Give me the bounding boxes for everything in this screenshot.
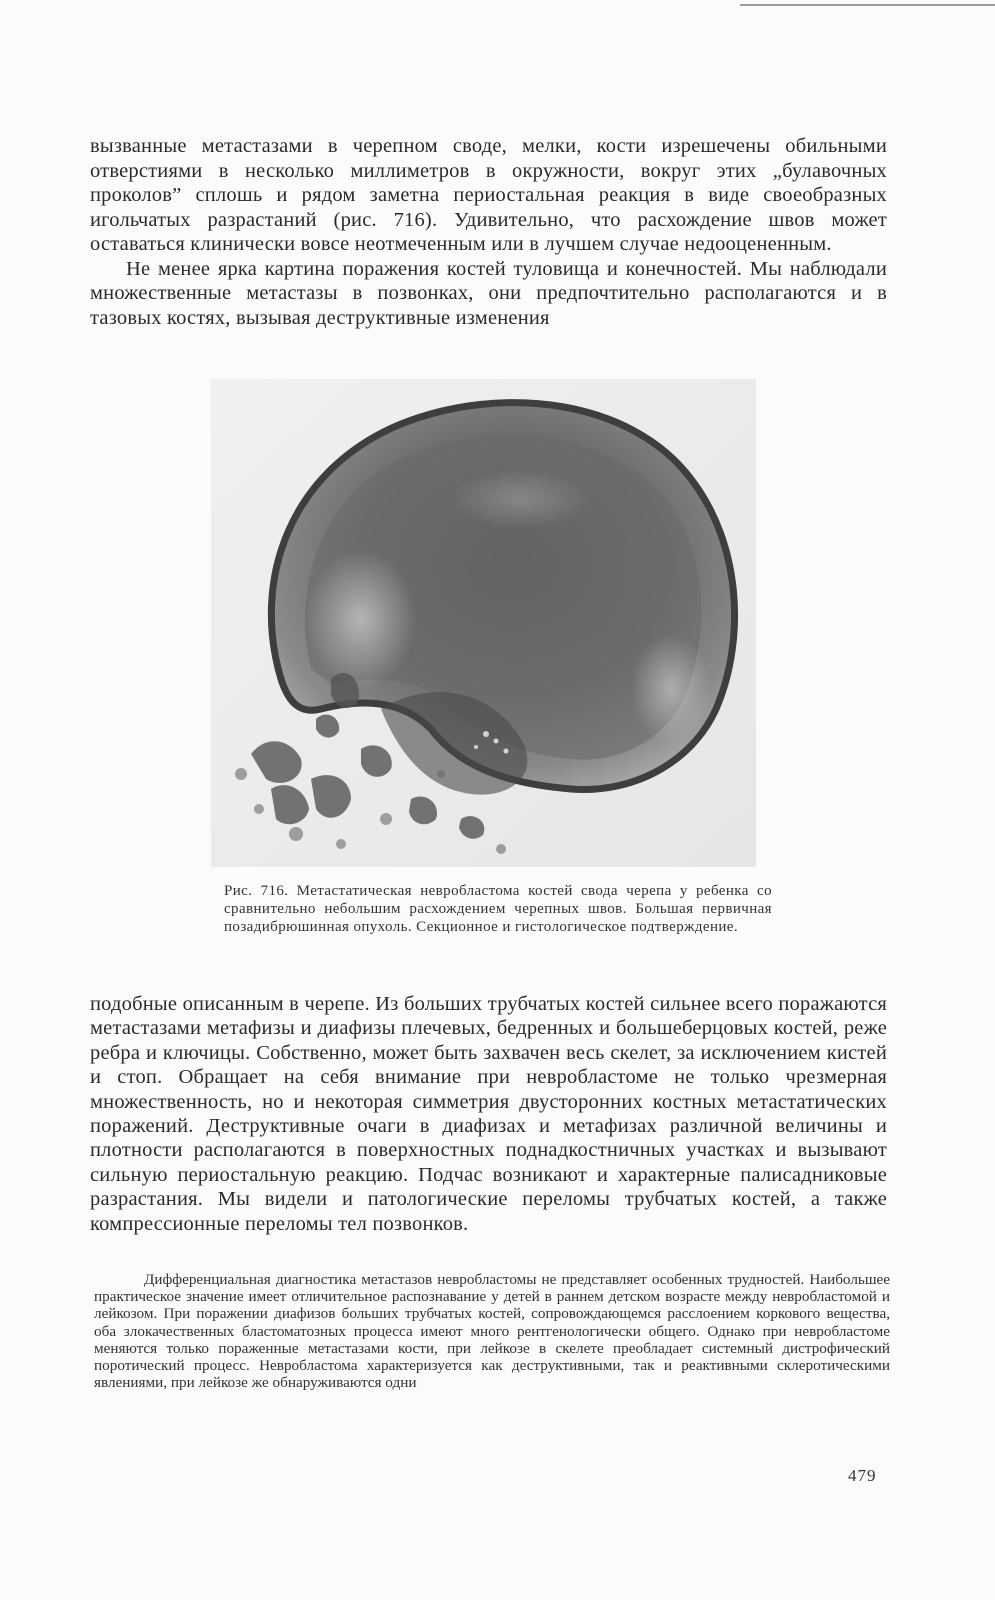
paragraph-bottom: подобные описанным в черепе. Из больших трубчатых костей сильнее всего поражаются метастазами метафизы и диафизы плечевых, бедренных и большеберцовых костей, реже ребра и ключицы. Собственно, может быть захвачен весь скелет, за исключением кистей и стоп. Обращает на себя внимание при невробластоме не только чрезмерная множественность, но и некоторая симметрия двусторонних костных метастатических поражений. Деструктивные очаги в диафизах и метафизах различной величины и плотности располагаются в поверхностных поднадкостничных участках и вызывают сильную периостальную реакцию. Подчас возникают и характерные палисадниковые разрастания. Мы видели и патологические переломы трубчатых костей, а также компрессионные переломы тел позвонков. [90, 993, 887, 1235]
body-text-top [90, 134, 887, 330]
figure-caption: Рис. 716. Метастатическая невробластома костей свода черепа у ребенка со сравнительно небольшим расхождением черепных швов. Большая первичная позадибрюшинная опухоль. Секционное и гистологическое подтверждение. [224, 883, 772, 935]
small-print-section [94, 1271, 890, 1391]
paragraph-top: вызванные метастазами в черепном своде, мелки, кости изрешечены обильными отверстиями в несколько миллиметров в окружности, вокруг этих „булавочных проколов” сплошь и рядом заметна периостальная реакция в виде своеобразных игольчатых разрастаний (рис. 716). Удивительно, что расхождение швов может оставаться клинически вовсе неотмеченным или в лучшем случае недооцененным. [90, 135, 887, 255]
small-paragraph: Дифференциальная диагностика метастазов невробластомы не представляет особенных трудностей. Наибольшее практическое значение имеет отличительное распознавание у детей в раннем детском возрасте между невробластомой и лейкозом. При поражении диафизов больших трубчатых костей, сопровождающемся расслоением коркового вещества, оба злокачественных бластоматозных процесса имеют много рентгенологически общего. Однако при невробластоме меняются только пораженные метастазами кости, при лейкозе в скелете преобладает системный дистрофический поротический процесс. Невробластома характеризуется как деструктивными, так и реактивными склеротическими явлениями, при лейкозе же обнаруживаются одни [94, 1271, 890, 1392]
paragraph-second: Не менее ярка картина поражения костей туловища и конечностей. Мы наблюдали множественные метастазы в позвонках, они предпочтительно располагаются и в тазовых костях, вызывая деструктивные изменения [90, 257, 887, 329]
skull-xray-figure [211, 379, 756, 867]
page-number: 479 [848, 1466, 877, 1485]
top-edge-line [740, 4, 995, 6]
skull-xray-image [211, 379, 756, 867]
body-text-bottom [90, 992, 887, 1236]
